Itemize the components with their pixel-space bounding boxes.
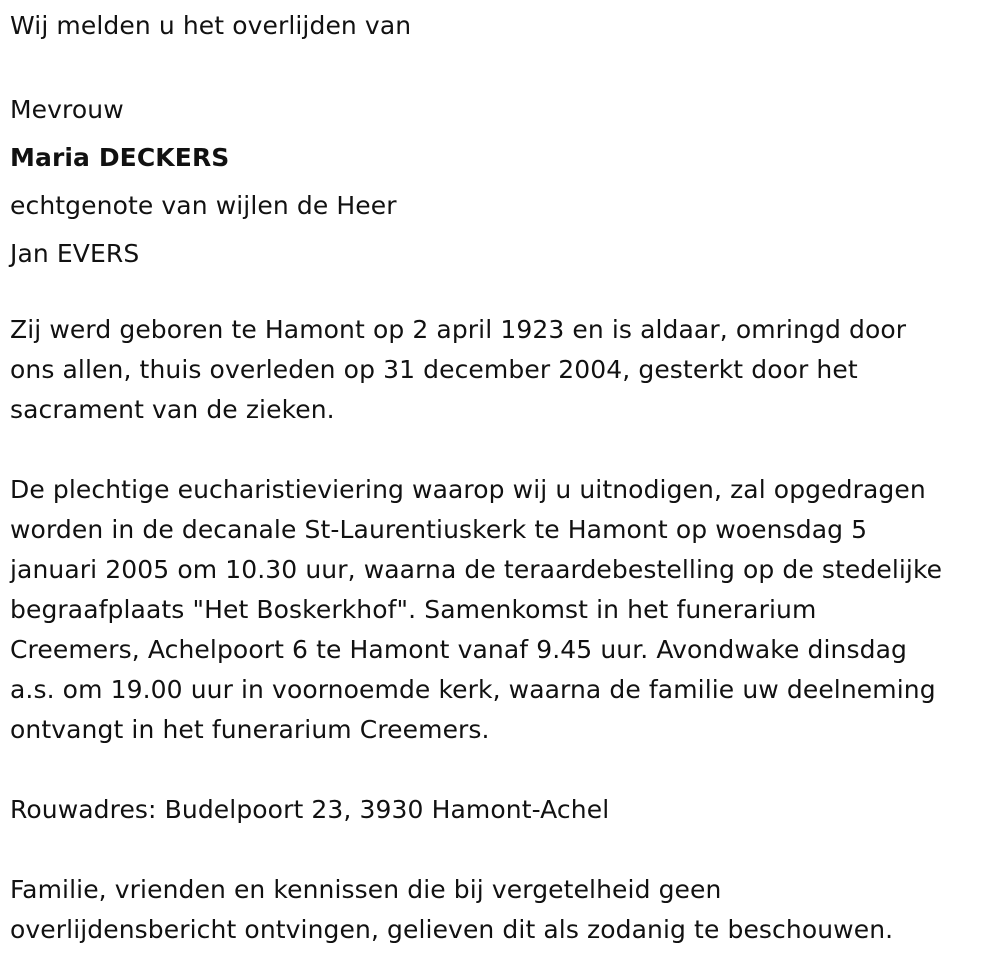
paragraph-line: ons allen, thuis overleden op 31 december 2004, gesterkt door het [10, 355, 858, 384]
paragraph-line: Zij werd geboren te Hamont op 2 april 1923 en is aldaar, omringd door [10, 315, 907, 344]
spouse-label: echtgenote van wijlen de Heer [10, 191, 397, 220]
paragraph-line: Creemers, Achelpoort 6 te Hamont vanaf 9.45 uur. Avondwake dinsdag [10, 635, 907, 664]
spouse-name: Jan EVERS [10, 239, 140, 268]
paragraph-line: ontvangt in het funerarium Creemers. [10, 715, 490, 744]
deceased-name: Maria DECKERS [10, 143, 230, 172]
title-text: Mevrouw [10, 95, 124, 124]
paragraph-line: overlijdensbericht ontvingen, gelieven dit als zodanig te beschouwen. [10, 915, 894, 944]
spacer [10, 830, 995, 870]
funeral-paragraph [10, 470, 995, 750]
spacer [10, 750, 995, 790]
mourning-address: Rouwadres: Budelpoort 23, 3930 Hamont-Achel [10, 795, 610, 824]
paragraph-line: worden in de decanale St-Laurentiuskerk te Hamont op woensdag 5 [10, 515, 868, 544]
intro-text: Wij melden u het overlijden van [10, 11, 412, 40]
paragraph-line: Familie, vrienden en kennissen die bij vergetelheid geen [10, 875, 722, 904]
closing-paragraph [10, 870, 995, 950]
spacer [10, 430, 995, 470]
paragraph-line: sacrament van de zieken. [10, 395, 335, 424]
spacer [10, 46, 995, 86]
birth-death-paragraph [10, 310, 995, 430]
paragraph-line: begraafplaats "Het Boskerkhof". Samenkomst in het funerarium [10, 595, 817, 624]
paragraph-line: De plechtige eucharistieviering waarop wij u uitnodigen, zal opgedragen [10, 475, 926, 504]
spacer [10, 278, 995, 310]
death-notice [10, 6, 995, 950]
paragraph-line: a.s. om 19.00 uur in voornoemde kerk, waarna de familie uw deelneming [10, 675, 936, 704]
paragraph-line: januari 2005 om 10.30 uur, waarna de teraardebestelling op de stedelijke [10, 555, 943, 584]
